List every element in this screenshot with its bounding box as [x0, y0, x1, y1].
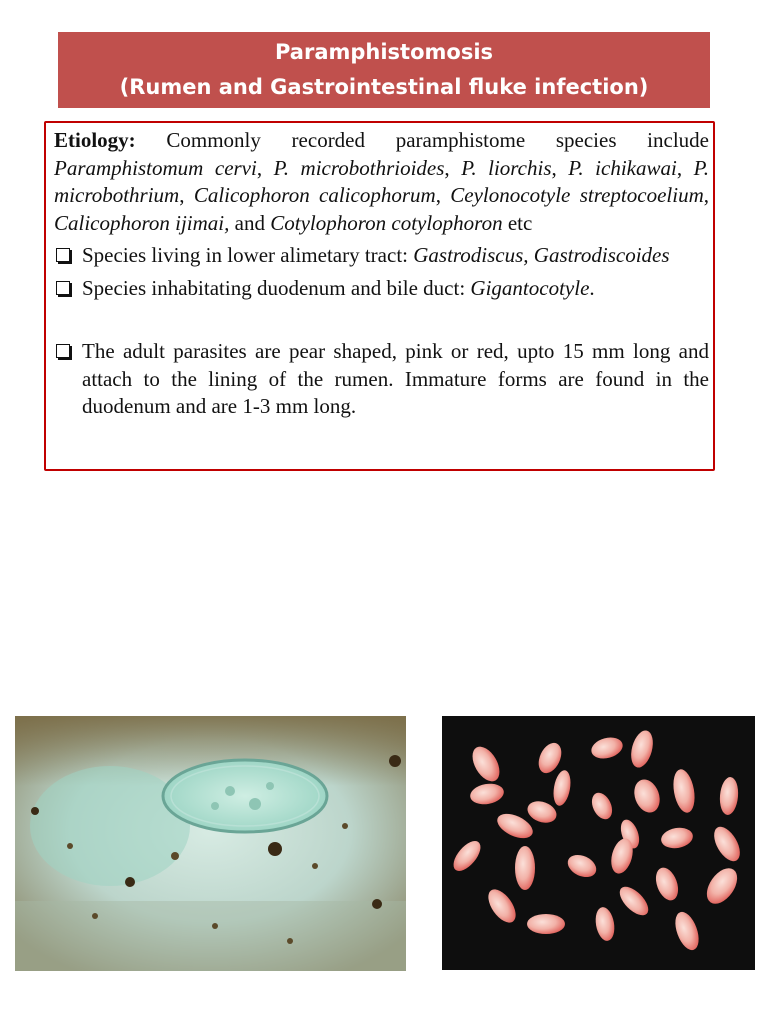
bullet-text: The adult parasites are pear shaped, pink or red, upto 15 mm long and attach to the lining of the rumen. Immature forms are found in the duodenum and are 1-3 mm long.	[82, 339, 709, 418]
species-name: Cotylophoron cotylophoron	[270, 210, 503, 235]
bullet-end: .	[589, 275, 595, 300]
title-banner	[58, 32, 710, 108]
checkbox-bullet-icon	[56, 281, 70, 295]
separator: etc	[502, 210, 533, 235]
checkbox-bullet-icon	[56, 344, 70, 358]
species-name: P. microbothrium	[54, 155, 709, 207]
separator: ,	[179, 183, 194, 207]
separator: ,	[551, 155, 569, 180]
species-name: P. ichikawai	[568, 155, 677, 180]
bullet-adult	[54, 338, 709, 421]
species-name: P. liorchis	[461, 155, 552, 180]
etiology-intro: Commonly recorded paramphistome species include	[135, 128, 709, 152]
bullet-text: Species inhabitating duodenum and bile duct:	[82, 275, 471, 300]
genus-name: Gigantocotyle	[470, 275, 590, 300]
separator: ,	[676, 155, 694, 180]
title-line-1: Paramphistomosis	[274, 40, 494, 64]
species-name: Paramphistomum cervi	[54, 155, 257, 180]
title-line-2: (Rumen and Gastrointestinal fluke infection)	[119, 75, 649, 99]
separator: ,	[256, 155, 274, 180]
micro-egg-image	[15, 716, 406, 971]
separator: ,	[703, 183, 709, 207]
content-text	[54, 127, 709, 421]
content-box	[44, 121, 715, 471]
bullet-duodenum	[54, 275, 709, 303]
species-name: Ceylonocotyle streptocoelium	[450, 183, 704, 207]
separator: ,	[444, 155, 462, 180]
genus-names: Gastrodiscus, Gastrodiscoides	[413, 243, 670, 267]
bullet-text: Species living in lower alimetary tract:	[82, 243, 414, 267]
etiology-label: Etiology:	[54, 128, 136, 152]
etiology-paragraph	[54, 127, 709, 237]
species-name: P. microbothrioides	[273, 155, 445, 180]
adult-flukes-photo	[442, 716, 755, 970]
separator: ,	[435, 183, 451, 207]
micro-egg-photo	[15, 716, 406, 971]
separator: and	[229, 210, 271, 235]
adult-flukes-image	[442, 716, 755, 970]
bullet-lower-tract	[54, 242, 709, 270]
species-name: Calicophoron calicophorum	[193, 183, 436, 207]
checkbox-bullet-icon	[56, 248, 70, 262]
species-name: Calicophoron ijimai,	[54, 210, 230, 235]
